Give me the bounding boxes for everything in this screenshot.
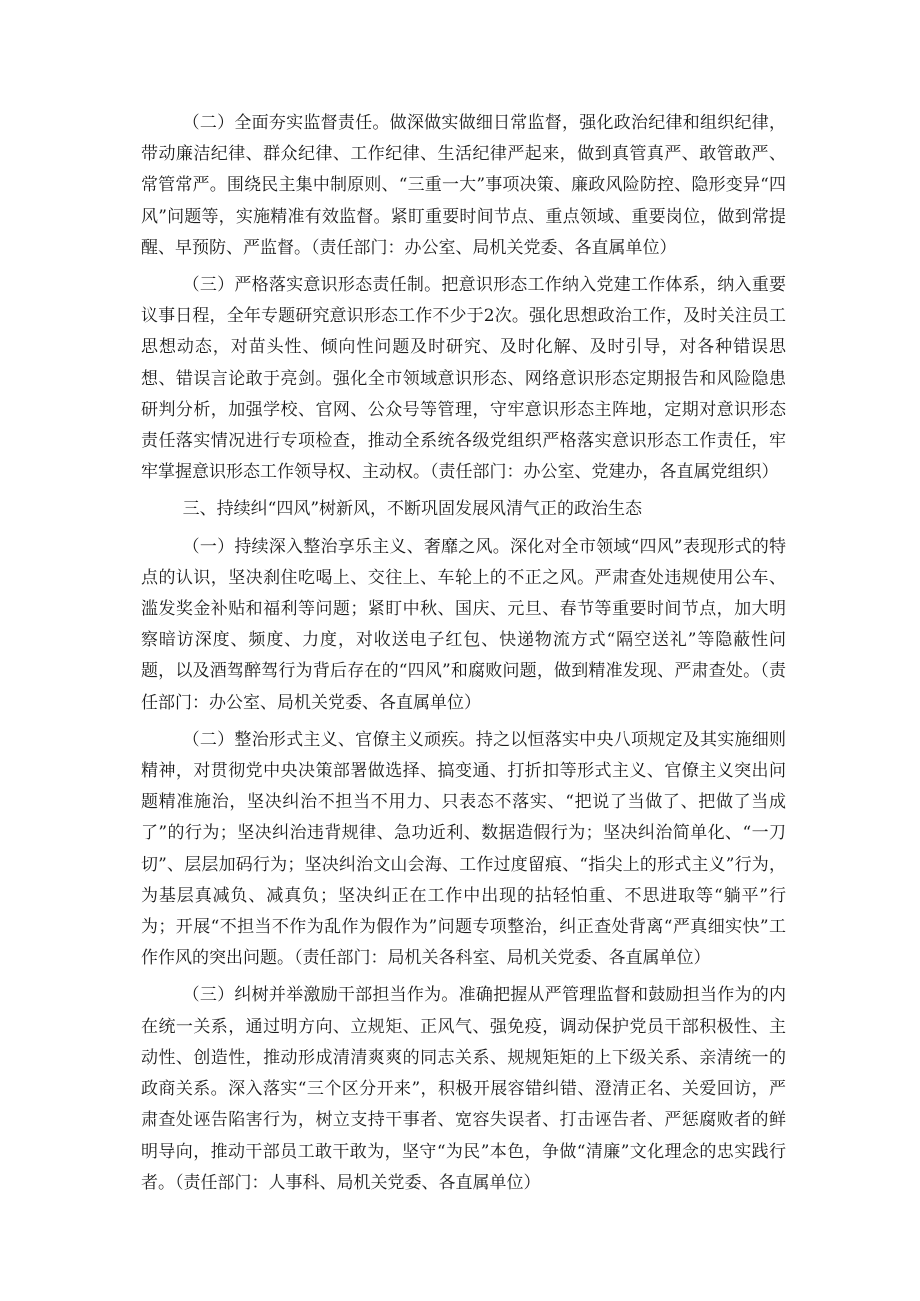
paragraph-formalism-bureaucratism: （二）整治形式主义、官僚主义顽疾。持之以恒落实中央八项规定及其实施细则精神，对贯彻党中央决策部署做选择、搞变通、打折扣等形式主义、官僚主义突出问题精准施治，坚决纠治不担当不用力、只表态不落实、“把说了当做了、把做了当成了”的行为；坚决纠治违背规律、急功近利、数据造假行为；坚决纠治简单化、“一刀切”、层层加码行为；坚决纠治文山会海、工作过度留痕、“指尖上的形式主义”行为，为基层真减负、减真负；坚决纠正在工作中出现的拈轻怕重、不思进取等“躺平”行为；开展“不担当不作为乱作为假作为”问题专项整治，纠正查处背离“严真细实快”工作作风的突出问题。（责任部门：局机关各科室、局机关党委、各直属单位） [141,729,786,969]
paragraph-cadre-incentive: （三）纠树并举激励干部担当作为。准确把握从严管理监督和鼓励担当作为的内在统一关系，通过明方向、立规矩、正风气、强免疫，调动保护党员干部积极性、主动性、创造性，推动形成清清爽爽的同志关系、规规矩矩的上下级关系、亲清统一的政商关系。深入落实“三个区分开来”，积极开展容错纠错、澄清正名、关爱回访，严肃查处诬告陷害行为，树立支持干事者、宽容失误者、打击诬告者、严惩腐败者的鲜明导向，推动干部员工敢干敢为，坚守“为民”本色，争做“清廉”文化理念的忠实践行者。（责任部门：人事科、局机关党委、各直属单位） [141,985,786,1193]
section-heading-three: 三、持续纠“四风”树新风，不断巩固发展风清气正的政治生态 [182,499,643,520]
document-body [141,108,786,1205]
paragraph-supervision-responsibility: （二）全面夯实监督责任。做深做实做细日常监督，强化政治纪律和组织纪律，带动廉洁纪律、群众纪律、工作纪律、生活纪律严起来，做到真管真严、敢管敢严、常管常严。围绕民主集中制原则、“三重一大”事项决策、廉政风险防控、隐形变异“四风”问题等，实施精准有效监督。紧盯重要时间节点、重点领域、重要岗位，做到常提醒、早预防、严监督。（责任部门：办公室、局机关党委、各直属单位） [141,113,786,258]
paragraph-hedonism-extravagance: （一）持续深入整治享乐主义、奢靡之风。深化对全市领域“四风”表现形式的特点的认识，坚决刹住吃喝上、交往上、车轮上的不正之风。严肃查处违规使用公车、滥发奖金补贴和福利等问题；紧盯中秋、国庆、元旦、春节等重要时间节点，加大明察暗访深度、频度、力度，对收送电子红包、快递物流方式“隔空送礼”等隐蔽性问题，以及酒驾醉驾行为背后存在的“四风”和腐败问题，做到精准发现、严肃查处。（责任部门：办公室、局机关党委、各直属单位） [141,536,786,713]
paragraph-ideology-responsibility: （三）严格落实意识形态责任制。把意识形态工作纳入党建工作体系，纳入重要议事日程，全年专题研究意识形态工作不少于2次。强化思想政治工作，及时关注员工思想动态，对苗头性、倾向性问题及时研究、及时化解、及时引导，对各种错误思想、错误言论敢于亮剑。强化全市领域意识形态、网络意识形态定期报告和风险隐患研判分析，加强学校、官网、公众号等管理，守牢意识形态主阵地，定期对意识形态责任落实情况进行专项检查，推动全系统各级党组织严格落实意识形态工作责任，牢牢掌握意识形态工作领导权、主动权。（责任部门：办公室、党建办，各直属党组织） [141,275,786,483]
